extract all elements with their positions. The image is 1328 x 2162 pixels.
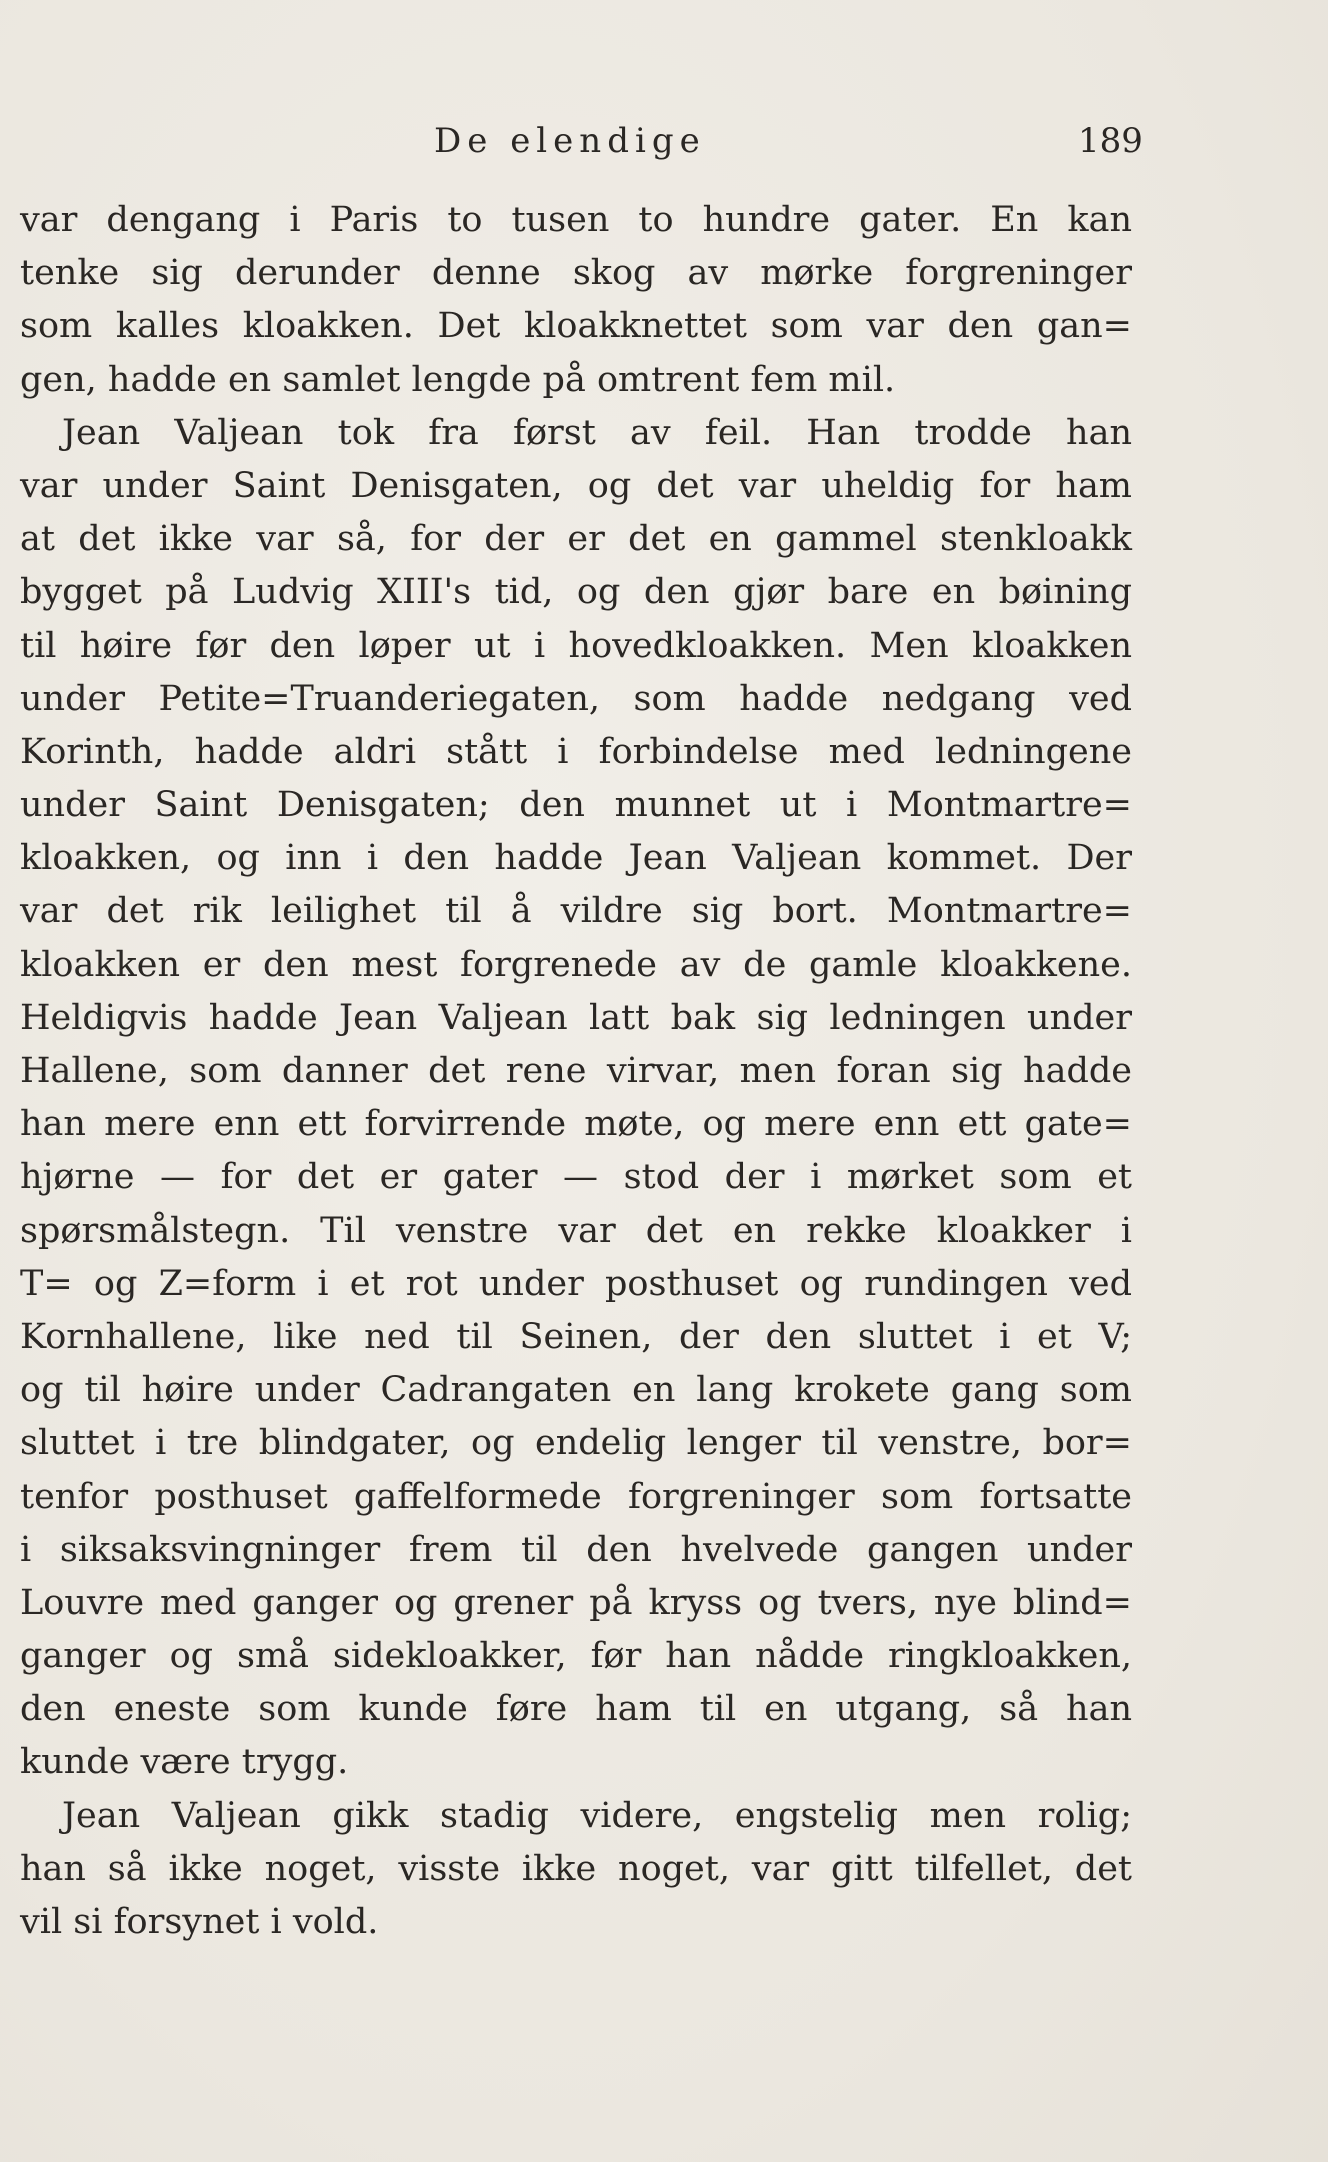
text-line: Hallene, som danner det rene virvar, men foran sig hadde bbox=[20, 1051, 1132, 1091]
text-line: spørsmålstegn. Til venstre var det en rekke kloakker i bbox=[20, 1210, 1132, 1251]
text-line: under Saint Denisgaten; den munnet ut i Montmartre= bbox=[20, 785, 1132, 826]
paragraph-start-line: Jean Valjean gikk stadig videre, engstelig men rolig; bbox=[62, 1795, 1132, 1836]
text-line: under Petite=Truanderiegaten, som hadde nedgang ved bbox=[20, 678, 1132, 719]
text-line: han mere enn ett forvirrende møte, og mere enn ett gate= bbox=[20, 1104, 1132, 1145]
text-line: var det rik leilighet til å vildre sig bort. Montmartre= bbox=[20, 891, 1132, 932]
text-line: tenke sig derunder denne skog av mørke forgreninger bbox=[20, 253, 1132, 294]
text-line: som kalles kloakken. Det kloakknettet som var den gan= bbox=[20, 306, 1132, 347]
text-line: Korinth, hadde aldri stått i forbindelse med ledningene bbox=[20, 731, 1132, 772]
text-line: den eneste som kunde føre ham til en utgang, så han bbox=[20, 1689, 1132, 1730]
text-line: vil si forsynet i vold. bbox=[20, 1902, 379, 1942]
text-line: ganger og små sidekloakker, før han nådde ringkloakken, bbox=[20, 1636, 1132, 1677]
text-line: sluttet i tre blindgater, og endelig lenger til venstre, bor= bbox=[20, 1423, 1132, 1464]
text-line: T= og Z=form i et rot under posthuset og rundingen ved bbox=[20, 1263, 1132, 1304]
text-line: var dengang i Paris to tusen to hundre gater. En kan bbox=[20, 200, 1132, 240]
text-line: han så ikke noget, visste ikke noget, var gitt tilfellet, det bbox=[20, 1848, 1132, 1889]
text-line: at det ikke var så, for der er det en gammel stenkloakk bbox=[20, 519, 1132, 560]
text-line: Louvre med ganger og grener på kryss og tvers, nye blind= bbox=[20, 1582, 1132, 1623]
text-line: og til høire under Cadrangaten en lang krokete gang som bbox=[20, 1370, 1132, 1411]
text-line: i siksaksvingninger frem til den hvelvede gangen under bbox=[20, 1529, 1132, 1570]
text-line: hjørne — for det er gater — stod der i mørket som et bbox=[20, 1157, 1132, 1198]
text-line: gen, hadde en samlet lengde på omtrent fem mil. bbox=[20, 359, 896, 400]
running-header bbox=[0, 116, 1328, 166]
text-line: kloakken, og inn i den hadde Jean Valjean kommet. Der bbox=[20, 838, 1132, 879]
text-line: Kornhallene, like ned til Seinen, der den sluttet i et V; bbox=[20, 1316, 1132, 1357]
text-line: bygget på Ludvig XIII's tid, og den gjør bare en bøining bbox=[20, 572, 1132, 613]
text-line: var under Saint Denisgaten, og det var uheldig for ham bbox=[20, 465, 1132, 506]
running-title: De elendige bbox=[434, 121, 706, 161]
text-line: kloakken er den mest forgrenede av de gamle kloakkene. bbox=[20, 944, 1132, 985]
text-line: tenfor posthuset gaffelformede forgreninger som fortsatte bbox=[20, 1476, 1132, 1517]
body-text bbox=[20, 194, 1132, 1949]
text-line: kunde være trygg. bbox=[20, 1742, 349, 1783]
text-line: Heldigvis hadde Jean Valjean latt bak sig ledningen under bbox=[20, 997, 1132, 1038]
paragraph-start-line: Jean Valjean tok fra først av feil. Han trodde han bbox=[62, 412, 1132, 453]
page-number: 189 bbox=[1078, 121, 1143, 161]
text-line: til høire før den løper ut i hovedkloakken. Men kloakken bbox=[20, 625, 1132, 666]
